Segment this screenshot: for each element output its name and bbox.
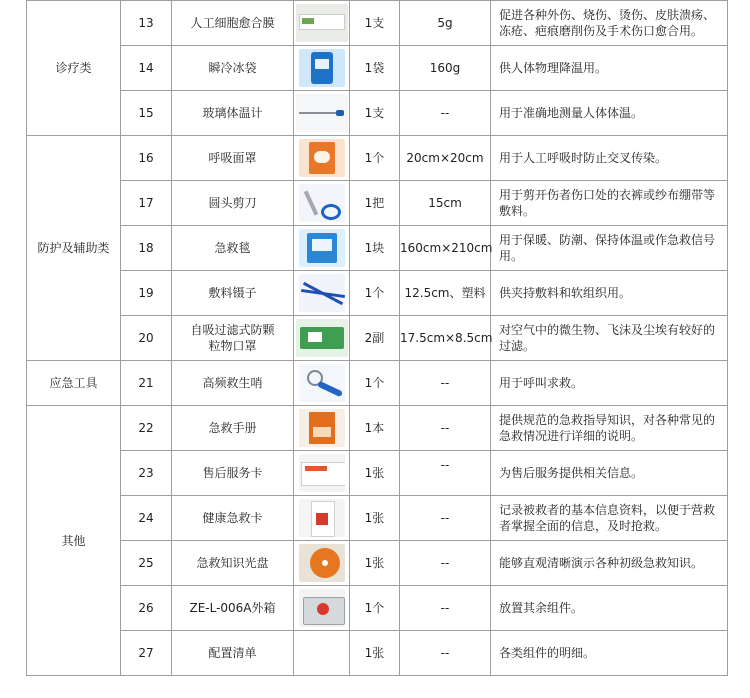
item-spec: --: [400, 361, 491, 406]
item-name: 敷料镊子: [172, 271, 294, 316]
item-image-cell: [294, 496, 350, 541]
item-description: 用于准确地测量人体体温。: [491, 91, 728, 136]
item-name: 瞬冷冰袋: [172, 46, 294, 91]
item-quantity: 1个: [350, 586, 400, 631]
item-name: 自吸过滤式防颗粒物口罩: [172, 316, 294, 361]
mask-icon: [296, 319, 348, 357]
table-row: [27, 406, 728, 451]
item-number: 14: [121, 46, 172, 91]
table-row: [27, 496, 728, 541]
item-name: 健康急救卡: [172, 496, 294, 541]
item-quantity: 1袋: [350, 46, 400, 91]
item-description: 各类组件的明细。: [491, 631, 728, 676]
table-row: [27, 316, 728, 361]
item-spec: --: [400, 631, 491, 676]
item-number: 27: [121, 631, 172, 676]
item-image-cell: [294, 586, 350, 631]
item-number: 18: [121, 226, 172, 271]
table-row: [27, 136, 728, 181]
item-number: 22: [121, 406, 172, 451]
item-spec: 5g: [400, 1, 491, 46]
item-number: 25: [121, 541, 172, 586]
item-number: 24: [121, 496, 172, 541]
item-name: 呼吸面罩: [172, 136, 294, 181]
item-number: 20: [121, 316, 172, 361]
item-quantity: 2副: [350, 316, 400, 361]
item-spec: --: [400, 586, 491, 631]
item-number: 17: [121, 181, 172, 226]
item-description: 促进各种外伤、烧伤、烫伤、皮肤溃疡、冻疮、疤痕磨削伤及手术伤口愈合用。: [491, 1, 728, 46]
table-row: [27, 541, 728, 586]
item-quantity: 1个: [350, 271, 400, 316]
breathing-mask-icon: [299, 139, 345, 177]
table-row: [27, 451, 728, 496]
kit-contents-table-wrapper: [26, 0, 727, 676]
item-quantity: 1张: [350, 631, 400, 676]
item-name: 玻璃体温计: [172, 91, 294, 136]
item-quantity: 1张: [350, 541, 400, 586]
item-spec: 17.5cm×8.5cm: [400, 316, 491, 361]
scissors-icon: [299, 184, 345, 222]
cd-icon: [299, 544, 345, 582]
kit-contents-table: [26, 0, 728, 676]
table-row: [27, 271, 728, 316]
item-description: 放置其余组件。: [491, 586, 728, 631]
table-row: [27, 46, 728, 91]
item-name: 配置清单: [172, 631, 294, 676]
ice-pack-icon: [299, 49, 345, 87]
item-spec: --: [400, 406, 491, 451]
item-name: 急救手册: [172, 406, 294, 451]
item-description: 能够直观清晰演示各种初级急救知识。: [491, 541, 728, 586]
table-row: [27, 1, 728, 46]
item-quantity: 1支: [350, 91, 400, 136]
emergency-blanket-icon: [299, 229, 345, 267]
item-spec: --: [400, 496, 491, 541]
item-spec: 15cm: [400, 181, 491, 226]
item-number: 15: [121, 91, 172, 136]
item-quantity: 1块: [350, 226, 400, 271]
item-name: 急救毯: [172, 226, 294, 271]
table-row: [27, 181, 728, 226]
item-name: 售后服务卡: [172, 451, 294, 496]
item-description: 用于人工呼吸时防止交叉传染。: [491, 136, 728, 181]
item-quantity: 1张: [350, 451, 400, 496]
item-image-cell: [294, 46, 350, 91]
item-spec: --: [400, 541, 491, 586]
item-name: 急救知识光盘: [172, 541, 294, 586]
item-description: 供夹持敷料和软组织用。: [491, 271, 728, 316]
item-number: 19: [121, 271, 172, 316]
item-description: 供人体物理降温用。: [491, 46, 728, 91]
item-description: 为售后服务提供相关信息。: [491, 451, 728, 496]
healing-film-icon: [296, 4, 348, 42]
item-quantity: 1支: [350, 1, 400, 46]
item-spec: 12.5cm、塑料: [400, 271, 491, 316]
item-image-cell: [294, 181, 350, 226]
item-spec: 160g: [400, 46, 491, 91]
item-image-cell: [294, 91, 350, 136]
table-row: [27, 91, 728, 136]
item-description: 用于呼叫求救。: [491, 361, 728, 406]
whistle-icon: [299, 364, 345, 402]
item-image-cell: [294, 271, 350, 316]
item-number: 16: [121, 136, 172, 181]
item-image-cell: [294, 361, 350, 406]
item-image-cell: [294, 316, 350, 361]
item-spec: 160cm×210cm: [400, 226, 491, 271]
item-description: 提供规范的急救指导知识，对各种常见的急救情况进行详细的说明。: [491, 406, 728, 451]
health-card-icon: [299, 499, 345, 537]
item-name: 高频救生哨: [172, 361, 294, 406]
item-quantity: 1把: [350, 181, 400, 226]
item-number: 13: [121, 1, 172, 46]
item-spec: --: [400, 451, 491, 496]
item-image-cell: [294, 1, 350, 46]
item-description: 记录被救者的基本信息资料，以便于营救者掌握全面的信息，及时抢救。: [491, 496, 728, 541]
item-name: 圆头剪刀: [172, 181, 294, 226]
item-image-cell: [294, 406, 350, 451]
item-description: 用于剪开伤者伤口处的衣裤或纱布绷带等敷料。: [491, 181, 728, 226]
table-row: [27, 586, 728, 631]
item-number: 23: [121, 451, 172, 496]
item-image-cell: [294, 631, 350, 676]
table-row: [27, 361, 728, 406]
tweezers-icon: [299, 274, 345, 312]
table-row: [27, 226, 728, 271]
item-description: 用于保暖、防潮、保持体温或作急救信号用。: [491, 226, 728, 271]
item-quantity: 1个: [350, 136, 400, 181]
service-card-icon: [299, 454, 345, 492]
item-spec: --: [400, 91, 491, 136]
category-cell-protection: 防护及辅助类: [27, 136, 121, 361]
item-image-cell: [294, 226, 350, 271]
manual-icon: [299, 409, 345, 447]
item-number: 21: [121, 361, 172, 406]
item-quantity: 1本: [350, 406, 400, 451]
category-cell-emergency-tools: 应急工具: [27, 361, 121, 406]
item-image-cell: [294, 451, 350, 496]
thermometer-icon: [296, 94, 348, 132]
item-name: 人工细胞愈合膜: [172, 1, 294, 46]
item-quantity: 1个: [350, 361, 400, 406]
item-description: 对空气中的微生物、飞沫及尘埃有较好的过滤。: [491, 316, 728, 361]
item-quantity: 1张: [350, 496, 400, 541]
table-row: [27, 631, 728, 676]
item-spec: 20cm×20cm: [400, 136, 491, 181]
item-image-cell: [294, 136, 350, 181]
item-image-cell: [294, 541, 350, 586]
item-name: ZE-L-006A外箱: [172, 586, 294, 631]
category-cell-others: 其他: [27, 406, 121, 676]
category-cell-diagnosis: 诊疗类: [27, 1, 121, 136]
case-icon: [299, 589, 345, 627]
item-number: 26: [121, 586, 172, 631]
